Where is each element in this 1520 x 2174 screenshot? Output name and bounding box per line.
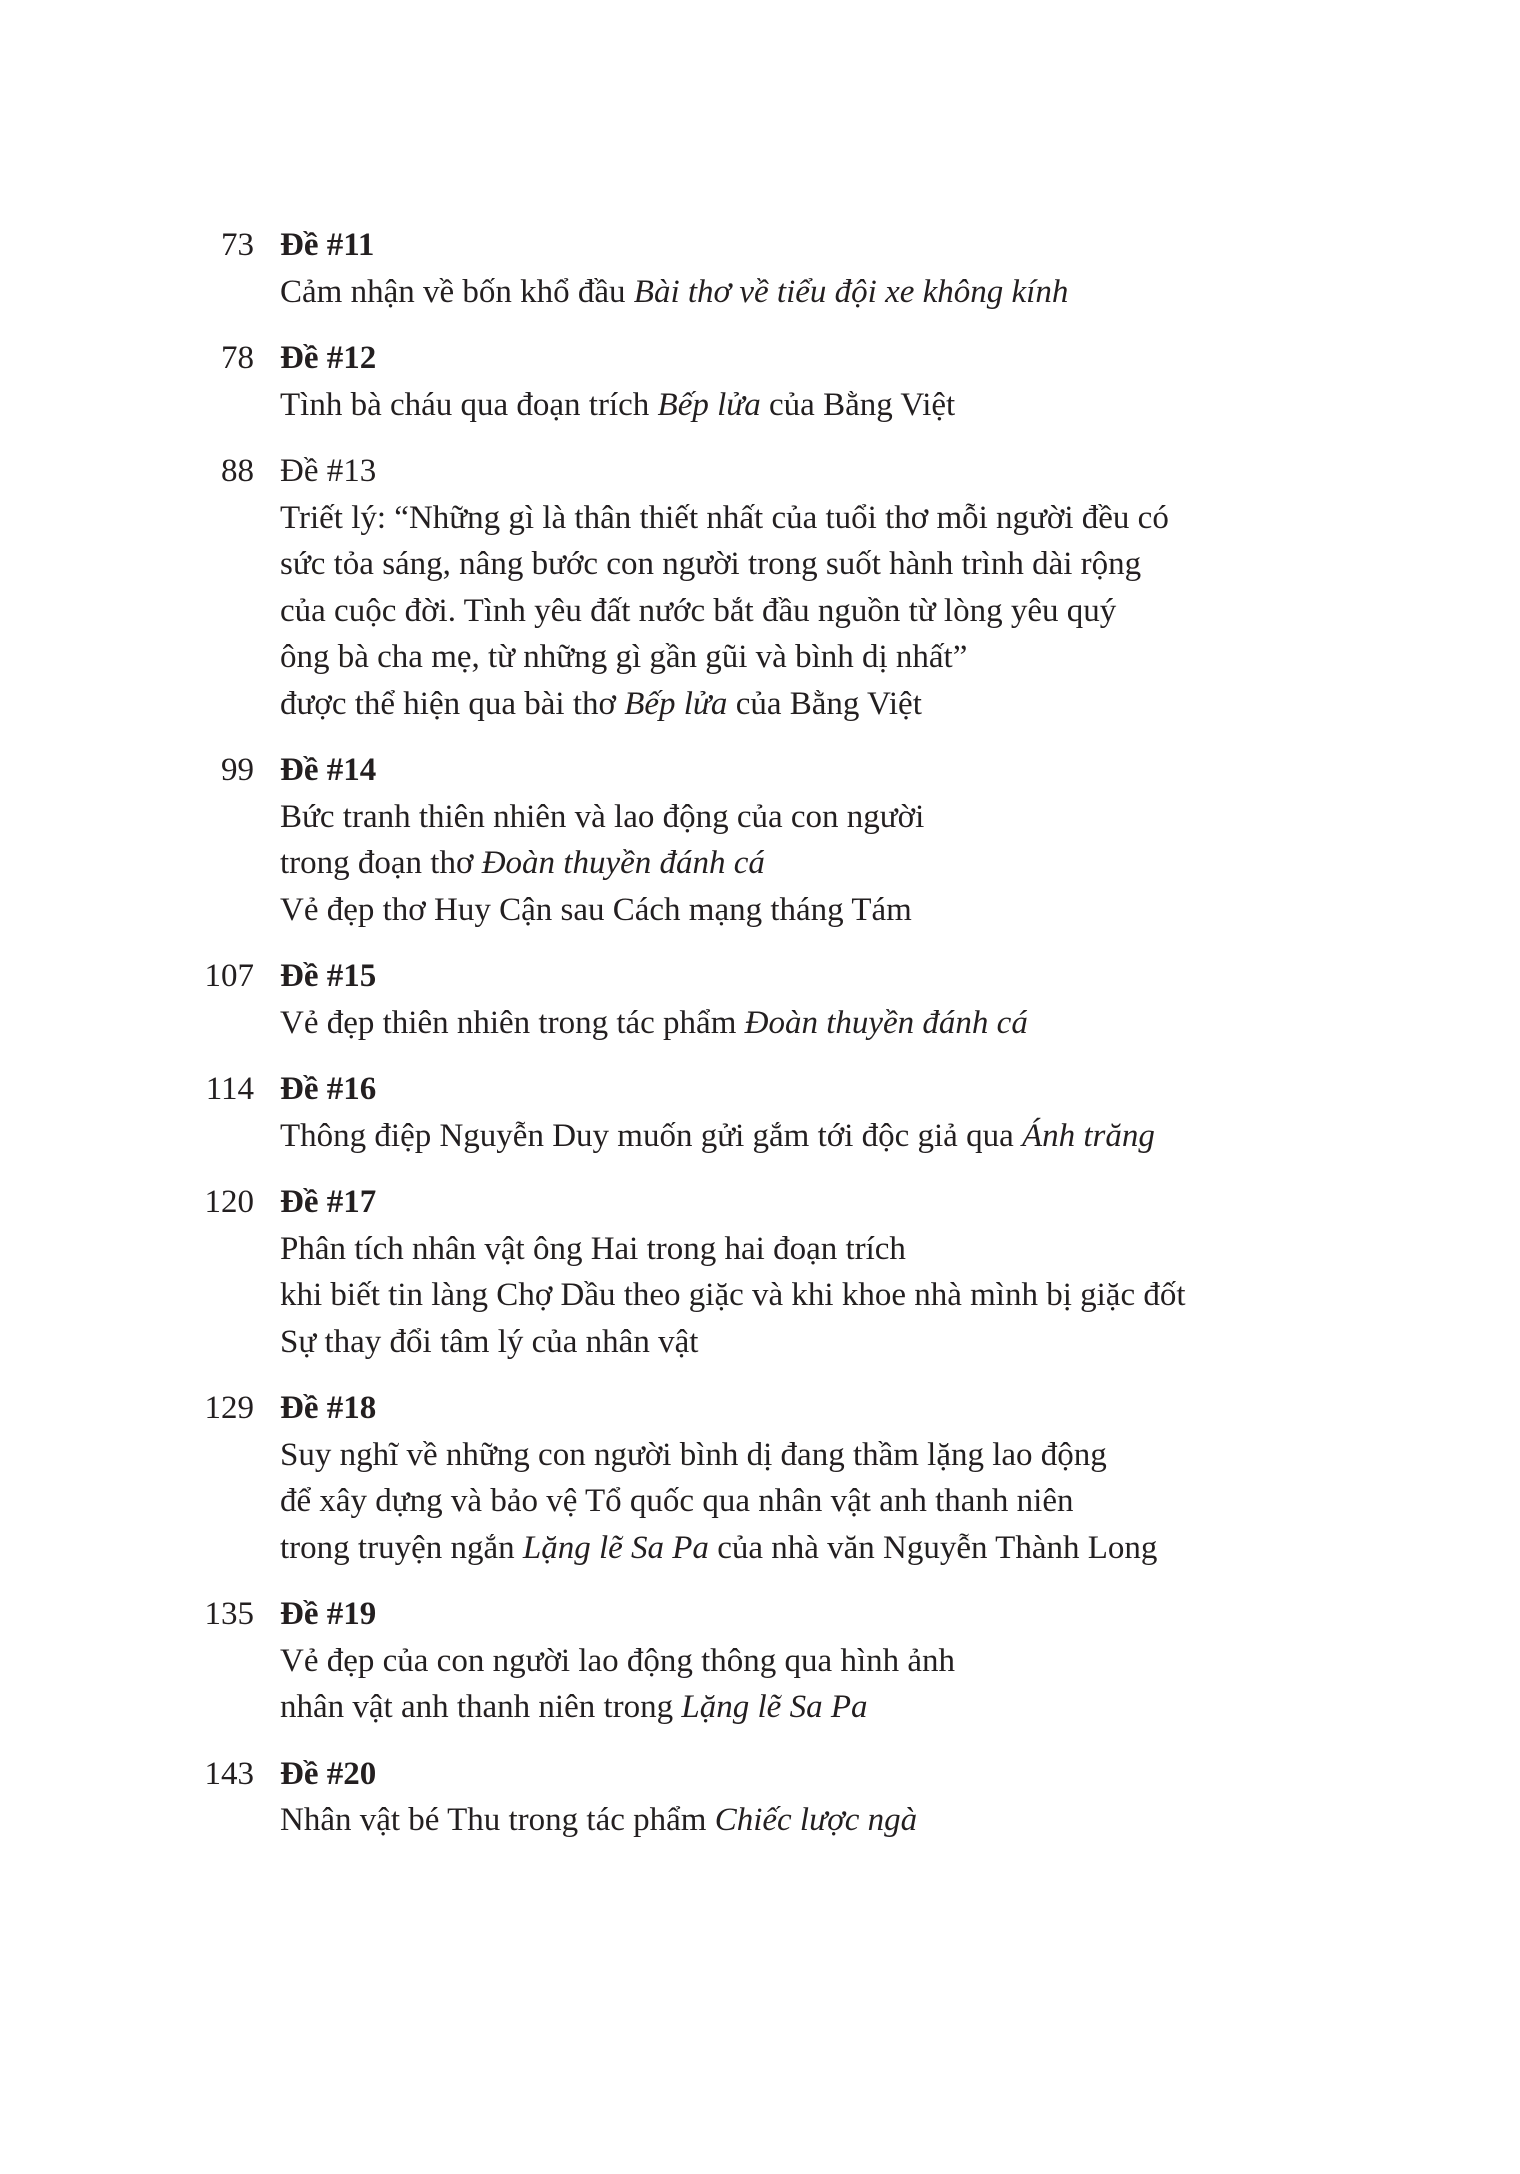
text-segment: của Bằng Việt bbox=[727, 685, 922, 722]
entry-description-line bbox=[280, 634, 1320, 681]
text-segment: ông bà cha mẹ, từ những gì gần gũi và bình dị nhất” bbox=[280, 639, 968, 675]
text-segment: Thông điệp Nguyễn Duy muốn gửi gắm tới độc giả qua bbox=[280, 1117, 1022, 1154]
entry-description-line bbox=[280, 1684, 1320, 1731]
entry-description-line bbox=[280, 887, 1320, 934]
entry-description-line bbox=[280, 794, 1320, 841]
page-number: 78 bbox=[221, 340, 254, 376]
text-segment: Vẻ đẹp thơ Huy Cận sau Cách mạng tháng Tám bbox=[280, 891, 912, 928]
toc-entry bbox=[170, 1751, 1320, 1844]
entry-body bbox=[280, 953, 1320, 1046]
entry-body bbox=[280, 1066, 1320, 1159]
entry-description-line bbox=[280, 382, 1320, 429]
toc-entry bbox=[170, 448, 1320, 727]
page-number: 114 bbox=[205, 1071, 254, 1107]
entry-description-line bbox=[280, 1272, 1320, 1319]
entry-heading: Đề #11 bbox=[280, 227, 375, 263]
entry-heading: Đề #12 bbox=[280, 340, 377, 376]
entry-heading: Đề #19 bbox=[280, 1596, 377, 1632]
entry-description-line bbox=[280, 1113, 1320, 1160]
entry-description-line bbox=[280, 1000, 1320, 1047]
text-segment: Vẻ đẹp thiên nhiên trong tác phẩm bbox=[280, 1004, 745, 1041]
text-segment: Cảm nhận về bốn khổ đầu bbox=[280, 273, 634, 310]
text-segment: của Bằng Việt bbox=[760, 386, 956, 423]
text-segment: Bức tranh thiên nhiên và lao động của con người bbox=[280, 798, 925, 835]
text-segment: sức tỏa sáng, nâng bước con người trong suốt hành trình dài rộng bbox=[280, 546, 1142, 582]
toc-entry bbox=[170, 1066, 1320, 1159]
entry-description-line bbox=[280, 541, 1320, 588]
text-segment: Tình bà cháu qua đoạn trích bbox=[280, 386, 658, 423]
entry-body bbox=[280, 335, 1320, 428]
entry-description-line bbox=[280, 1638, 1320, 1685]
page-number: 143 bbox=[204, 1755, 254, 1792]
entry-body bbox=[280, 747, 1320, 933]
text-segment: để xây dựng và bảo vệ Tổ quốc qua nhân vật anh thanh niên bbox=[280, 1483, 1074, 1519]
entry-description-line bbox=[280, 269, 1320, 316]
work-title: Ánh trăng bbox=[1021, 1117, 1155, 1154]
text-segment: trong truyện ngắn bbox=[280, 1529, 523, 1566]
work-title: Đoàn thuyền đánh cá bbox=[481, 845, 765, 881]
entry-body bbox=[280, 1179, 1320, 1365]
page-number: 107 bbox=[204, 958, 254, 994]
entry-description-line bbox=[280, 1432, 1320, 1479]
entry-description-line bbox=[280, 1525, 1320, 1572]
entry-description-line bbox=[280, 840, 1320, 887]
work-title: Đoàn thuyền đánh cá bbox=[744, 1004, 1028, 1041]
entry-description-line bbox=[280, 681, 1320, 728]
entry-description-line bbox=[280, 1478, 1320, 1525]
text-segment: nhân vật anh thanh niên trong bbox=[280, 1689, 682, 1725]
text-segment: Triết lý: “Những gì là thân thiết nhất của tuổi thơ mỗi người đều có bbox=[280, 499, 1169, 536]
page-number: 99 bbox=[221, 752, 254, 788]
work-title: Lặng lẽ Sa Pa bbox=[522, 1529, 709, 1566]
entry-body bbox=[280, 1385, 1320, 1571]
text-segment: trong đoạn thơ bbox=[280, 845, 482, 881]
entry-heading: Đề #14 bbox=[280, 752, 377, 788]
text-segment: Suy nghĩ về những con người bình dị đang thầm lặng lao động bbox=[280, 1436, 1107, 1473]
entry-heading: Đề #16 bbox=[280, 1071, 377, 1107]
work-title: Chiếc lược ngà bbox=[714, 1802, 918, 1838]
table-of-contents bbox=[170, 222, 1320, 1864]
page-number: 129 bbox=[204, 1390, 254, 1426]
toc-entry bbox=[170, 335, 1320, 428]
toc-entry bbox=[170, 747, 1320, 933]
entry-description-line bbox=[280, 588, 1320, 635]
entry-description-line bbox=[280, 1226, 1320, 1273]
toc-entry bbox=[170, 1385, 1320, 1571]
text-segment: Sự thay đổi tâm lý của nhân vật bbox=[280, 1323, 699, 1360]
entry-heading: Đề #13 bbox=[280, 453, 377, 489]
work-title: Bếp lửa bbox=[624, 685, 728, 722]
work-title: Bếp lửa bbox=[657, 386, 761, 423]
text-segment: Phân tích nhân vật ông Hai trong hai đoạn trích bbox=[280, 1230, 906, 1267]
entry-heading: Đề #18 bbox=[280, 1390, 377, 1426]
text-segment: Vẻ đẹp của con người lao động thông qua hình ảnh bbox=[280, 1642, 956, 1679]
text-segment: khi biết tin làng Chợ Dầu theo giặc và khi khoe nhà mình bị giặc đốt bbox=[280, 1277, 1186, 1313]
work-title: Bài thơ về tiểu đội xe không kính bbox=[633, 273, 1069, 310]
entry-description-line bbox=[280, 1797, 1320, 1844]
entry-body bbox=[280, 1751, 1320, 1844]
entry-heading: Đề #20 bbox=[280, 1755, 377, 1792]
text-segment: được thể hiện qua bài thơ bbox=[280, 685, 625, 722]
entry-description-line bbox=[280, 1319, 1320, 1366]
entry-body bbox=[280, 1591, 1320, 1731]
page-number: 73 bbox=[221, 227, 254, 263]
work-title: Lặng lẽ Sa Pa bbox=[681, 1689, 868, 1725]
toc-entry bbox=[170, 222, 1320, 315]
entry-heading: Đề #15 bbox=[280, 958, 377, 994]
text-segment: Nhân vật bé Thu trong tác phẩm bbox=[280, 1802, 715, 1838]
toc-entry bbox=[170, 953, 1320, 1046]
entry-body bbox=[280, 448, 1320, 727]
page-number: 135 bbox=[204, 1596, 254, 1632]
toc-entry bbox=[170, 1179, 1320, 1365]
toc-entry bbox=[170, 1591, 1320, 1731]
text-segment: của nhà văn Nguyễn Thành Long bbox=[708, 1529, 1158, 1566]
page-number: 120 bbox=[204, 1184, 254, 1220]
page-number: 88 bbox=[221, 453, 254, 489]
entry-heading: Đề #17 bbox=[280, 1184, 377, 1220]
text-segment: của cuộc đời. Tình yêu đất nước bắt đầu nguồn từ lòng yêu quý bbox=[280, 592, 1117, 629]
entry-description-line bbox=[280, 495, 1320, 542]
entry-body bbox=[280, 222, 1320, 315]
